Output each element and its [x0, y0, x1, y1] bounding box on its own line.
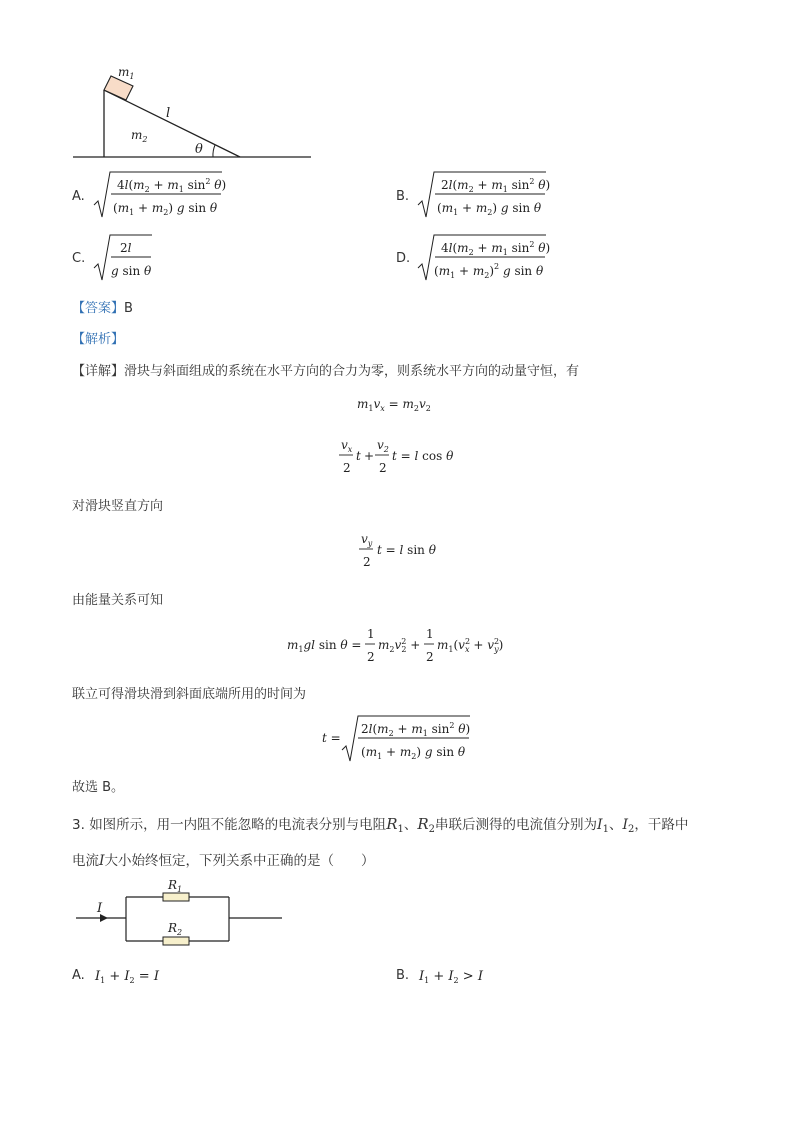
svg-text:m1vx = m2v2: $m_1v_x = m_2v_2$	[357, 397, 431, 413]
svg-text:+: +	[364, 449, 375, 463]
q3-option-b-formula: $I_1 + I_2 > I$	[419, 969, 483, 985]
svg-text:2: 2	[367, 650, 375, 664]
conclusion: 故选 B。	[72, 780, 125, 795]
svg-text:2l(m2 + m1 sin2 θ): $2l(m_2 + m_1$ $\sin^2 \theta$)	[441, 177, 551, 194]
svg-text:R2: $R_2$	[168, 921, 183, 937]
svg-text:t: t	[356, 449, 361, 463]
svg-text:2: 2	[343, 461, 351, 475]
svg-text:m2v22 +: $m_2v^2$ 2 +	[378, 637, 421, 654]
analysis-heading: 【解析】	[72, 332, 125, 347]
svg-text:2l(m2 + m1 sin2 θ): $2l(m_2 + m_1$ $\sin^2 \theta$)	[361, 721, 471, 738]
svg-text:R1: $R_1$	[168, 878, 183, 894]
svg-text:2l: 2l	[120, 241, 132, 255]
para-combine: 联立可得滑块滑到斜面底端所用的时间为	[72, 687, 307, 702]
current-label: I	[97, 901, 103, 916]
option-d-label: D.	[396, 251, 411, 266]
svg-text:g sin θ: g sin θ	[111, 264, 152, 278]
svg-text:t =: t =	[322, 731, 341, 745]
option-b-label: B.	[396, 189, 410, 204]
q3-line1: 3. 如图所示，用一内阻不能忽略的电流表分别与电阻$R_1$、$R_2$串联后测得的电流值分别为$I_1$、$I_2$，干路中	[72, 815, 689, 835]
para-vertical: 对滑块竖直方向	[72, 499, 164, 514]
svg-text:m2: $m_2$	[131, 128, 148, 144]
angle-label: θ	[195, 142, 203, 157]
q3-line2: 电流I大小始终恒定，下列关系中正确的是（ ）	[72, 853, 375, 869]
svg-text:vx: $v_x$	[341, 438, 353, 454]
svg-text:4l(m2 + m1 sin2 θ): $4l(m_2 + m_1$ $\sin^2 \theta$)	[441, 240, 551, 257]
svg-text:2: 2	[426, 650, 434, 664]
svg-text:1: 1	[367, 627, 375, 641]
svg-text:t = l sin θ: t = l sin θ	[377, 543, 436, 557]
detail-paragraph: 【详解】滑块与斜面组成的系统在水平方向的合力为零，则系统水平方向的动量守恒，有	[72, 364, 580, 379]
svg-text:m1(v2x + v2y): $m_1(v^2$ $x + v^2$ y)	[437, 637, 504, 654]
svg-text:(m1 + m2)2 g sin θ: $(m_1 + m_2)^2$ g sin θ	[434, 262, 544, 280]
para-energy: 由能量关系可知	[72, 593, 164, 608]
q3-option-a-label: A.	[72, 968, 85, 983]
q3-option-a-formula: $I_1 + I_2 = I$	[95, 969, 159, 985]
option-a-label: A.	[72, 189, 85, 204]
svg-text:(m1 + m2) g sin θ: $(m_1 + m_2)$ g sin θ	[113, 201, 218, 217]
svg-text:vy: $v_y$	[361, 532, 373, 548]
svg-text:2: 2	[379, 461, 387, 475]
svg-text:m1: $m_1$	[118, 65, 135, 81]
svg-text:4l(m2 + m1 sin2 θ): $4l(m_2 + m_1$ $\sin^2 \theta$)	[117, 177, 227, 194]
svg-text:m1gl sin θ =: $m_1gl$ sin θ =	[287, 638, 362, 654]
option-c-label: C.	[72, 251, 86, 266]
q3-option-b-label: B.	[396, 968, 410, 983]
svg-text:(m1 + m2) g sin θ: $(m_1 + m_2)$ g sin θ	[437, 201, 542, 217]
svg-text:t = l cos θ: t = l cos θ	[392, 449, 454, 463]
svg-text:1: 1	[426, 627, 434, 641]
svg-text:v2: $v_2$	[377, 438, 389, 454]
svg-text:2: 2	[363, 555, 371, 569]
svg-text:(m1 + m2) g sin θ: $(m_1 + m_2)$ g sin θ	[361, 745, 466, 761]
answer-line: 【答案】B	[72, 301, 133, 316]
length-label: l	[166, 106, 171, 121]
